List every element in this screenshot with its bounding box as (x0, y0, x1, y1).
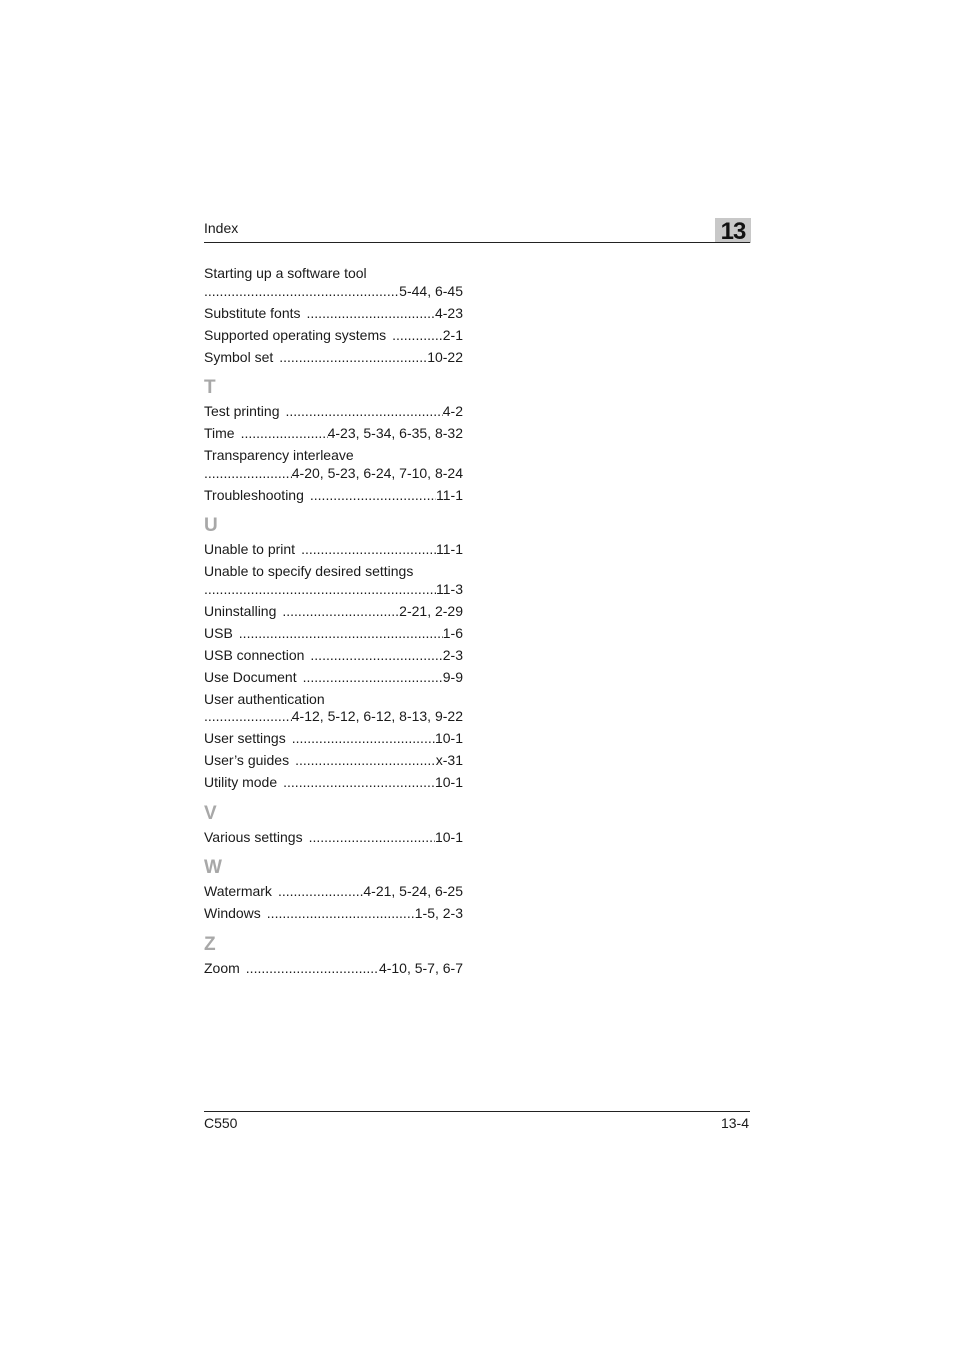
dot-leader (295, 752, 436, 770)
dot-leader (310, 647, 442, 665)
dot-leader (278, 883, 363, 901)
index-entry (204, 327, 463, 345)
index-term: Transparency interleave (204, 447, 354, 463)
index-section (204, 802, 463, 847)
section-letter: T (204, 377, 216, 398)
dot-leader (279, 349, 427, 367)
index-entry (204, 647, 463, 665)
index-entry (204, 541, 463, 559)
index-entry (204, 425, 463, 443)
dot-leader (241, 425, 328, 443)
index-entry (204, 774, 463, 792)
index-section (204, 933, 463, 978)
index-pages: 1-6 (442, 624, 463, 641)
index-term: Unable to specify desired settings (204, 563, 414, 579)
section-letter: U (204, 515, 218, 536)
index-entry (204, 265, 463, 300)
index-entry (204, 447, 463, 482)
index-pages: 10-22 (427, 348, 463, 365)
index-pages: 11-1 (436, 486, 463, 503)
index-entry (204, 349, 463, 367)
index-pages: 10-1 (434, 828, 463, 845)
index-pages: 4-21, 5-24, 6-25 (363, 883, 463, 899)
index-entry (204, 752, 463, 770)
index-entry (204, 625, 463, 643)
index-section (204, 265, 463, 366)
index-pages: 4-20, 5-23, 6-24, 7-10, 8-24 (291, 464, 463, 481)
section-letter: V (204, 802, 217, 824)
dot-leader (283, 774, 435, 792)
index-pages: x-31 (435, 752, 463, 768)
index-term: Supported operating systems (204, 326, 387, 343)
index-pages: 2-3 (442, 646, 463, 663)
dot-leader (285, 403, 442, 421)
index-term: Substitute fonts (204, 304, 301, 321)
dot-leader (204, 283, 399, 301)
index-pages: 4-10, 5-7, 6-7 (378, 959, 463, 976)
dot-leader (239, 625, 443, 643)
index-term: USB connection (204, 646, 305, 663)
index-term: Use Document (204, 668, 297, 685)
section-letter: Z (204, 933, 216, 955)
index-entry (204, 403, 463, 421)
index-term: USB (204, 624, 233, 641)
index-entry (204, 905, 463, 923)
dot-leader (392, 327, 443, 345)
index-term: User authentication (204, 690, 325, 707)
dot-leader (303, 669, 443, 687)
index-entry (204, 487, 463, 505)
dot-leader (246, 960, 379, 978)
index-entry (204, 305, 463, 323)
index-term: Troubleshooting (204, 486, 304, 503)
dot-leader (204, 581, 436, 599)
index-term: Unable to print (204, 541, 296, 557)
header-rule (204, 242, 750, 243)
index-pages: 4-23 (434, 304, 463, 321)
index-pages: 2-21, 2-29 (399, 602, 463, 619)
index-pages: 9-9 (442, 668, 463, 685)
index-section (204, 514, 463, 792)
index-pages: 1-5, 2-3 (414, 905, 463, 921)
index-term: Symbol set (204, 348, 274, 365)
dot-leader (292, 730, 435, 748)
index-entry (204, 563, 463, 598)
index-pages: 5-44, 6-45 (399, 282, 463, 299)
index-entry (204, 691, 463, 726)
index-term: Utility mode (204, 774, 278, 790)
index-section (204, 856, 463, 923)
dot-leader (307, 305, 435, 323)
section-letter: W (204, 857, 222, 878)
index-pages: 11-3 (436, 580, 463, 597)
index-term: Uninstalling (204, 602, 277, 619)
dot-leader (282, 603, 399, 621)
index-entry (204, 883, 463, 901)
index-term: Zoom (204, 959, 240, 976)
index-entry (204, 669, 463, 687)
dot-leader (204, 465, 292, 483)
dot-leader (310, 487, 436, 505)
index-entry (204, 730, 463, 748)
index-pages: 4-23, 5-34, 6-35, 8-32 (327, 425, 463, 441)
index-entry (204, 960, 463, 978)
chapter-number-badge: 13 (715, 218, 751, 243)
dot-leader (204, 708, 292, 726)
index-pages: 4-2 (442, 403, 463, 419)
index-pages: 10-1 (434, 774, 463, 790)
dot-leader (301, 541, 436, 559)
index-pages: 2-1 (442, 326, 463, 343)
footer-page-number: 13-4 (720, 1115, 749, 1131)
index-term: Windows (204, 905, 261, 921)
index-term: Watermark (204, 883, 272, 899)
index-term: User settings (204, 730, 286, 746)
index-section (204, 376, 463, 504)
index-pages: 10-1 (434, 730, 463, 746)
index-term: Various settings (204, 828, 303, 845)
dot-leader (309, 829, 435, 847)
index-entry (204, 603, 463, 621)
index-term: Test printing (204, 403, 280, 419)
index-term: User’s guides (204, 752, 290, 768)
footer-rule (204, 1111, 750, 1112)
index-term: Time (204, 425, 235, 441)
footer-model: C550 (204, 1115, 238, 1131)
index-list (204, 265, 463, 987)
running-header: Index (204, 220, 239, 236)
index-pages: 11-1 (436, 541, 463, 557)
index-pages: 4-12, 5-12, 6-12, 8-13, 9-22 (291, 708, 463, 724)
index-term: Starting up a software tool (204, 265, 367, 281)
index-entry (204, 829, 463, 847)
dot-leader (267, 905, 415, 923)
